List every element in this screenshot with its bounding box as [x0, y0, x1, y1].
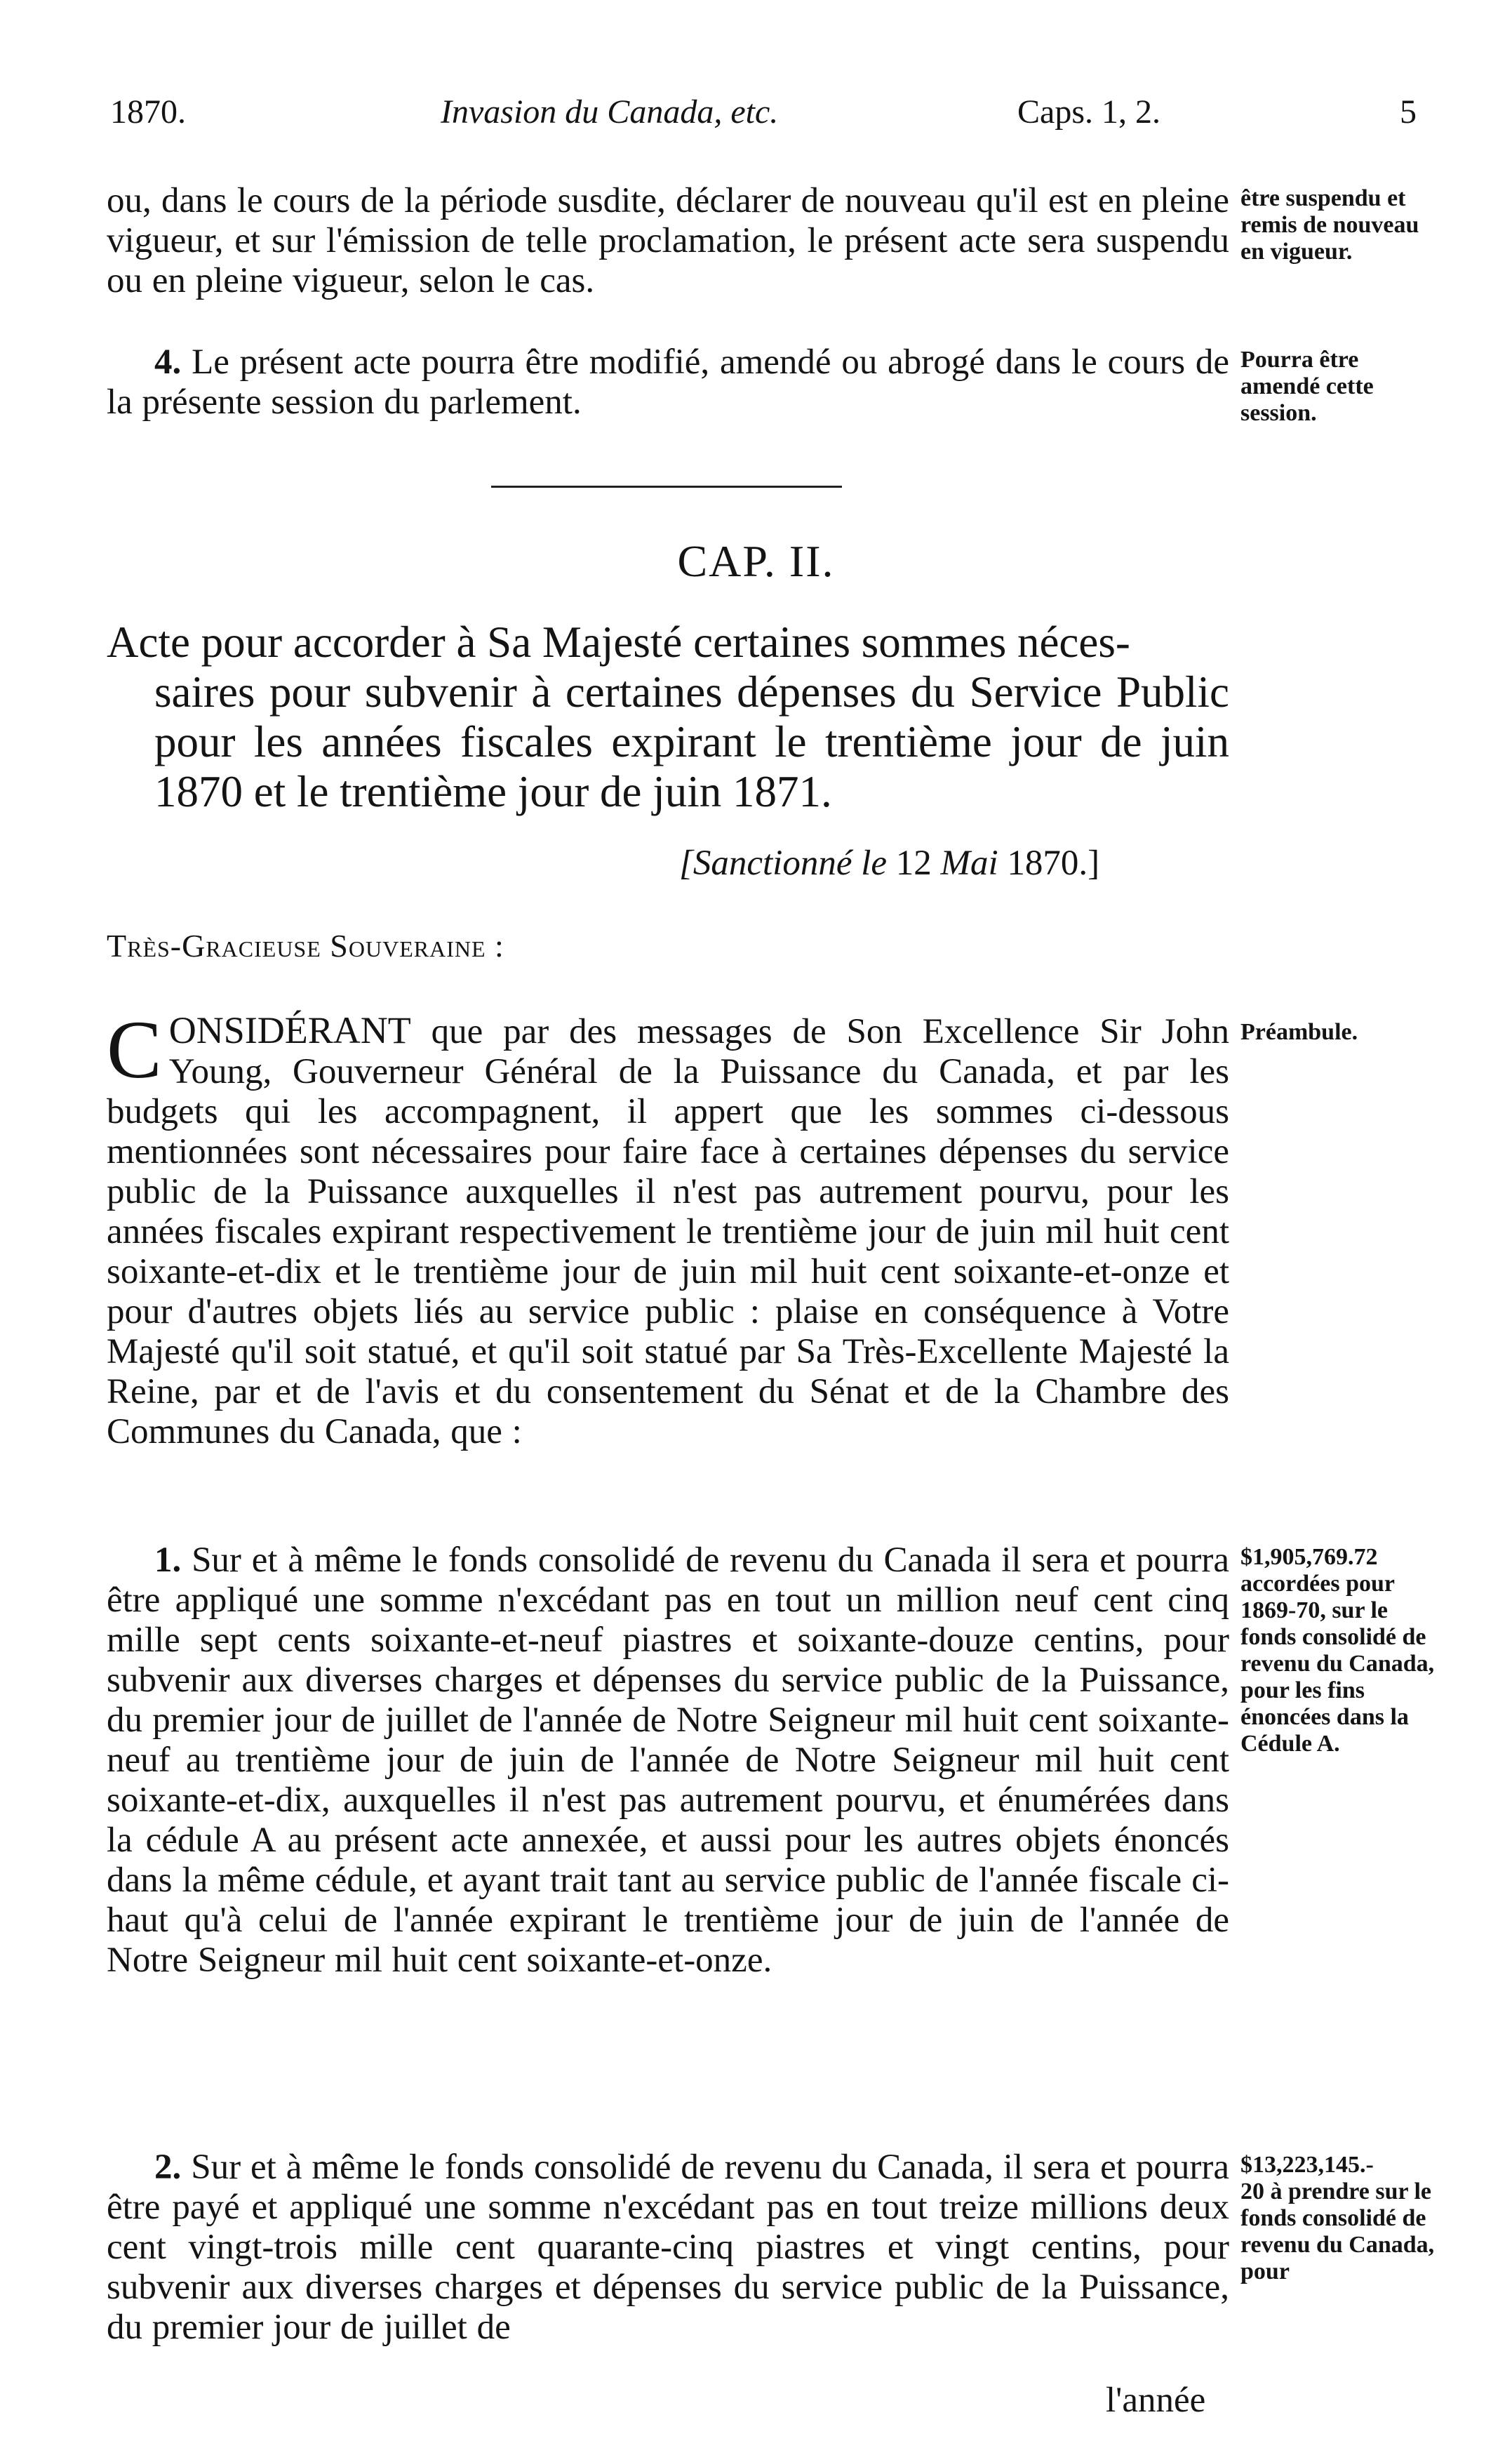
act-title-line-1: Acte pour accorder à Sa Majesté certaines sommes néces- [107, 618, 1130, 667]
dropcap-letter: C [107, 1004, 162, 1096]
margin-note-section-2 [1240, 2152, 1444, 2285]
header-chapters: Caps. 1, 2. [1017, 93, 1160, 131]
sanction-line [679, 842, 1240, 884]
section-4-number: 4. [154, 342, 182, 382]
page-number: 5 [1400, 93, 1417, 131]
chapter-heading: CAP. II. [677, 536, 835, 586]
section-2-amount: $13,223,145.- [1240, 2152, 1374, 2178]
section-2-text: Sur et à même le fonds consolidé de revenu du Canada, il sera et pourra être payé et appliqué une somme n'excédant pas en tout treize millions deux cent vingt-trois mille cent quarante-cinq piastres et vingt centins, pour subvenir aux diverses charges et dépenses du service public de la Puissance, du premier jour de juillet de [107, 2148, 1230, 2347]
header-year: 1870. [110, 93, 186, 131]
section-divider [491, 486, 842, 488]
salutation: Très-Gracieuse Souveraine : [107, 928, 504, 964]
catchword: l'année [1106, 2381, 1206, 2420]
sanction-month: Mai [940, 844, 998, 883]
section-1-amount: $1,905,769.72 [1240, 1544, 1378, 1570]
section-1-margin-text: accordées pour 1869-70, sur le fonds consolidé de revenu du Canada, pour les fins énoncées dans la Cédule A. [1240, 1571, 1435, 1757]
sanction-year: 1870.] [1007, 844, 1100, 883]
section-4-text: Le présent acte pourra être modifié, amendé ou abrogé dans le cours de la présente session du parlement. [107, 342, 1229, 422]
preamble [107, 1004, 1229, 1452]
section-continuation [107, 181, 1229, 301]
section-1-text: Sur et à même le fonds consolidé de revenu du Canada il sera et pourra être appliqué une somme n'excédant pas en tout un million neuf cent cinq mille sept cents soixante-et-neuf piastres et soixante-douze centins, pour subvenir aux diverses charges et dépenses du service public de la Puissance, du premier jour de juillet de l'année de Notre Seigneur mil huit cent soixante-neuf au trentième jour de juin de l'année de Notre Seigneur mil huit cent soixante-et-dix, auxquelles il n'est pas autrement pourvu, et énumérées dans la cédule A au présent acte annexée, et aussi pour les autres objets énoncés dans la même cédule, et ayant trait tant au service public de l'année fiscale ci-haut qu'à celui de l'année expirant le trentième jour de juin de l'année de Notre Seigneur mil huit cent soixante-et-onze. [107, 1541, 1229, 1980]
section-1 [107, 1541, 1229, 1981]
section-2-number: 2. [154, 2148, 182, 2187]
header-title: Invasion du Canada, etc. [441, 93, 779, 131]
section-1-number: 1. [154, 1541, 182, 1580]
sanction-prefix: [Sanctionné le [679, 844, 888, 883]
margin-note-suspension: être suspendu et remis de nouveau en vigueur. [1240, 185, 1419, 265]
section-4 [107, 342, 1229, 423]
act-title-rest: saires pour subvenir à certaines dépenses du Service Public pour les années fiscales expirant le trentième jour de juin 1870 et le trentième jour de juin 1871. [154, 667, 1229, 816]
margin-note-amendment: Pourra être amendé cette session. [1240, 347, 1374, 426]
margin-note-section-1 [1240, 1544, 1444, 1757]
section-2 [107, 2148, 1229, 2348]
section-continuation-text: ou, dans le cours de la période susdite, déclarer de nouveau qu'il est en pleine vigueur, et sur l'émission de telle proclamation, le présent acte sera suspendu ou en pleine vigueur, selon le cas. [107, 181, 1229, 300]
margin-note-preamble: Préambule. [1240, 1019, 1358, 1045]
sanction-day: 12 [895, 844, 932, 883]
act-title [107, 618, 1229, 817]
preamble-first-word: ONSIDÉRANT [168, 1009, 411, 1051]
preamble-text: que par des messages de Son Excellence Sir John Young, Gouverneur Général de la Puissance du Canada, et par les budgets qui les accompagnent, il appert que les sommes ci-dessous mentionnées sont nécessaires pour faire face à certaines dépenses du service public de la Puissance auxquelles il n'est pas autrement pourvu, pour les années fiscales expirant respectivement le trentième jour de juin mil huit cent soixante-et-dix et le trentième jour de juin mil huit cent soixante-et-onze et pour d'autres objets liés au service public : plaise en conséquence à Votre Majesté qu'il soit statué, et qu'il soit statué par Sa Très-Excellente Majesté la Reine, par et de l'avis et du consentement du Sénat et de la Chambre des Communes du Canada, que : [107, 1012, 1229, 1451]
section-2-margin-text: 20 à prendre sur le fonds consolidé de revenu du Canada, pour [1240, 2178, 1435, 2284]
